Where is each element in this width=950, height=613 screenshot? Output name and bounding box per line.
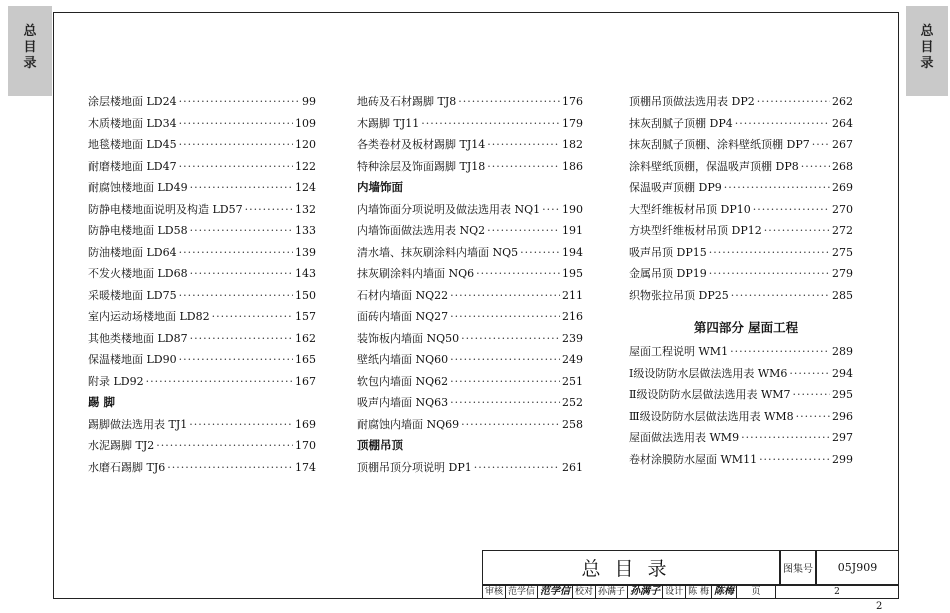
toc-entry-title: 屋面做法选用表 WM9: [629, 431, 740, 444]
toc-entry-title: 地毯楼地面 LD45: [88, 138, 177, 151]
leader-dots: [476, 263, 560, 285]
toc-entry: [629, 242, 853, 264]
toc-entry-page: 239: [562, 331, 583, 345]
leader-dots: [179, 91, 300, 113]
role-label: 设计: [663, 586, 686, 598]
toc-entry-title: 面砖内墙面 NQ27: [357, 310, 449, 323]
toc-entry-title: 木质楼地面 LD34: [88, 116, 177, 130]
leader-dots: [812, 134, 830, 156]
leader-dots: [542, 199, 560, 221]
toc-entry: [88, 156, 316, 178]
leader-dots: [709, 242, 830, 264]
toc-entry-page: 261: [562, 460, 583, 474]
toc-entry: [357, 156, 583, 178]
leader-dots: [520, 242, 560, 264]
toc-entry-page: 268: [832, 159, 853, 173]
signature: 陈梅: [712, 586, 737, 598]
toc-entry-title: 屋面工程说明 WM1: [629, 345, 729, 358]
toc-entry-title: 耐磨楼地面 LD47: [88, 159, 177, 173]
toc-entry-page: 267: [832, 138, 853, 151]
toc-entry-title: 防油楼地面 LD64: [88, 245, 177, 259]
leader-dots: [789, 363, 830, 385]
toc-entry: [88, 414, 316, 436]
role-name: 陈 梅: [686, 586, 712, 598]
toc-entry: [629, 91, 853, 113]
leader-dots: [461, 414, 560, 436]
leader-dots: [709, 263, 830, 285]
toc-entry: [629, 341, 853, 363]
toc-entry-page: 139: [295, 245, 316, 259]
toc-entry-page: 269: [832, 181, 853, 194]
toc-entry-page: 165: [295, 353, 316, 366]
leader-dots: [450, 349, 560, 371]
toc-entry-page: 179: [562, 116, 583, 130]
toc-entry-page: 216: [562, 310, 583, 323]
leader-dots: [796, 406, 830, 428]
leader-dots: [179, 134, 293, 156]
sheet-number: 2: [876, 601, 883, 612]
toc-entry-title: 木踢脚 TJ11: [357, 116, 420, 130]
toc-entry-page: 252: [562, 396, 583, 409]
leader-dots: [757, 91, 830, 113]
leader-dots: [735, 113, 830, 135]
leader-dots: [450, 285, 560, 307]
toc-entry: [357, 457, 583, 479]
toc-entry-page: 258: [562, 417, 583, 431]
signature-row: [482, 585, 899, 599]
toc-column-3: [629, 91, 853, 470]
toc-entry-page: 191: [562, 224, 583, 237]
section-tab-label: 总目录: [920, 24, 934, 71]
toc-entry-title: 附录 LD92: [88, 374, 144, 388]
toc-entry-page: 272: [832, 224, 853, 237]
leader-dots: [245, 199, 293, 221]
toc-entry-page: 294: [832, 366, 853, 380]
leader-dots: [450, 392, 560, 414]
toc-entry: [629, 384, 853, 406]
leader-dots: [461, 328, 560, 350]
toc-entry: [629, 134, 853, 156]
leader-dots: [801, 156, 830, 178]
section-tab-right: [906, 6, 948, 96]
leader-dots: [421, 113, 560, 135]
toc-entry: [357, 263, 583, 285]
toc-entry: [88, 177, 316, 199]
toc-entry-page: 296: [832, 409, 853, 423]
toc-entry-title: 踢脚做法选用表 TJ1: [88, 417, 188, 431]
leader-dots: [741, 427, 830, 449]
toc-entry: [88, 134, 316, 156]
toc-entry-title: 耐腐蚀楼地面 LD49: [88, 181, 188, 194]
toc-entry-title: 吸声内墙面 NQ63: [357, 396, 449, 409]
leader-dots: [179, 285, 293, 307]
toc-entry-page: 120: [295, 138, 316, 151]
toc-entry-title: 金属吊顶 DP19: [629, 267, 707, 280]
leader-dots: [179, 113, 293, 135]
toc-entry: [357, 285, 583, 307]
toc-entry-title: 抹灰刮腻子顶棚、涂料壁纸顶棚 DP7: [629, 138, 810, 151]
toc-entry-page: 99: [302, 95, 316, 108]
leader-dots: [190, 177, 293, 199]
leader-dots: [179, 349, 293, 371]
section-heading: 内墙饰面: [357, 180, 403, 194]
toc-entry: [629, 363, 853, 385]
leader-dots: [793, 384, 830, 406]
leader-dots: [730, 341, 830, 363]
section-heading: 踢 脚: [88, 395, 116, 409]
leader-dots: [212, 306, 293, 328]
toc-entry: [88, 242, 316, 264]
toc-entry-title: 耐腐蚀内墙面 NQ69: [357, 417, 460, 431]
toc-entry-title: 装饰板内墙面 NQ50: [357, 331, 460, 345]
leader-dots: [458, 91, 560, 113]
role-label: 审核: [483, 586, 506, 598]
toc-entry: [88, 220, 316, 242]
toc-entry: [629, 199, 853, 221]
toc-entry: [357, 220, 583, 242]
role-label: 校对: [573, 586, 596, 598]
toc-entry-title: 水磨石踢脚 TJ6: [88, 460, 166, 474]
toc-entry-page: 143: [295, 267, 316, 280]
signature: 孙满子: [628, 586, 663, 598]
toc-entry: [629, 406, 853, 428]
toc-entry-page: 275: [832, 245, 853, 259]
role-name: 孙满子: [596, 586, 628, 598]
toc-entry-page: 170: [295, 439, 316, 452]
toc-entry: [629, 177, 853, 199]
toc-entry-title: 防静电楼地面 LD58: [88, 224, 188, 237]
toc-column-1: [88, 91, 316, 478]
toc-entry: [629, 427, 853, 449]
toc-entry: [629, 449, 853, 471]
toc-entry: [357, 371, 583, 393]
toc-entry-title: Ⅱ级设防防水层做法选用表 WM7: [629, 388, 791, 401]
toc-entry-title: 地砖及石材踢脚 TJ8: [357, 95, 457, 108]
toc-entry-page: 124: [295, 181, 316, 194]
toc-entry-page: 122: [295, 159, 316, 173]
toc-entry-page: 270: [832, 202, 853, 216]
page-label: 页: [737, 586, 776, 598]
toc-entry-title: 抹灰刮腻子顶棚 DP4: [629, 116, 733, 130]
toc-entry-page: 297: [832, 431, 853, 444]
toc-entry-title: 保温楼地面 LD90: [88, 353, 177, 366]
toc-entry: [629, 113, 853, 135]
toc-entry: [88, 371, 316, 393]
leader-dots: [190, 263, 293, 285]
sheet-title: 总目录: [482, 550, 780, 585]
toc-entry-page: 169: [295, 417, 316, 431]
toc-entry-page: 285: [832, 288, 853, 302]
leader-dots: [450, 371, 560, 393]
part-heading: 第四部分 屋面工程: [693, 320, 799, 335]
toc-entry-page: 194: [562, 245, 583, 259]
toc-entry-page: 299: [832, 452, 853, 466]
toc-entry-page: 251: [562, 374, 583, 388]
toc-entry-page: 176: [562, 95, 583, 108]
toc-entry-title: 织物张拉吊顶 DP25: [629, 288, 729, 302]
toc-entry-title: Ⅰ级设防防水层做法选用表 WM6: [629, 366, 788, 380]
toc-entry-title: 室内运动场楼地面 LD82: [88, 310, 210, 323]
toc-entry-title: 各类卷材及板材踢脚 TJ14: [357, 138, 486, 151]
toc-entry-page: 289: [832, 345, 853, 358]
toc-entry-title: 石材内墙面 NQ22: [357, 288, 449, 302]
leader-dots: [190, 328, 293, 350]
toc-entry-title: 水泥踢脚 TJ2: [88, 439, 155, 452]
toc-entry-title: 保温吸声顶棚 DP9: [629, 181, 722, 194]
toc-entry-page: 157: [295, 310, 316, 323]
toc-entry-title: 防静电楼地面说明及构造 LD57: [88, 202, 243, 216]
toc-entry: [357, 392, 583, 414]
toc-entry-title: 顶棚吊顶做法选用表 DP2: [629, 95, 755, 108]
leader-dots: [179, 156, 293, 178]
toc-entry-page: 249: [562, 353, 583, 366]
toc-entry: [88, 349, 316, 371]
toc-entry-page: 182: [562, 138, 583, 151]
leader-dots: [487, 134, 560, 156]
toc-entry: [88, 91, 316, 113]
toc-entry-title: 壁纸内墙面 NQ60: [357, 353, 449, 366]
leader-dots: [764, 220, 830, 242]
leader-dots: [156, 435, 293, 457]
leader-dots: [487, 220, 560, 242]
toc-entry: [88, 306, 316, 328]
toc-entry-title: 顶棚吊顶分项说明 DP1: [357, 460, 472, 474]
section-tab-label: 总目录: [23, 24, 37, 71]
leader-dots: [167, 457, 293, 479]
toc-entry: [88, 328, 316, 350]
toc-entry: [88, 199, 316, 221]
toc-entry-page: 279: [832, 267, 853, 280]
toc-entry-page: 264: [832, 116, 853, 130]
toc-entry-title: 特种涂层及饰面踢脚 TJ18: [357, 159, 486, 173]
toc-entry-title: Ⅲ级设防防水层做法选用表 WM8: [629, 409, 794, 423]
toc-entry: [88, 285, 316, 307]
toc-entry-title: 采暖楼地面 LD75: [88, 288, 177, 302]
leader-dots: [189, 414, 293, 436]
toc-entry-title: 涂层楼地面 LD24: [88, 95, 177, 108]
toc-entry-page: 186: [562, 159, 583, 173]
section-tab-left: [8, 6, 52, 96]
leader-dots: [474, 457, 560, 479]
toc-entry-page: 132: [295, 202, 316, 216]
title-block: [482, 550, 899, 599]
toc-entry: [357, 328, 583, 350]
toc-entry: [88, 435, 316, 457]
toc-entry-title: 涂料壁纸顶棚，保温吸声顶棚 DP8: [629, 159, 799, 173]
toc-entry-page: 262: [832, 95, 853, 108]
signature: 范学信: [538, 586, 573, 598]
toc-entry-page: 174: [295, 460, 316, 474]
toc-entry-page: 150: [295, 288, 316, 302]
toc-entry-title: 软包内墙面 NQ62: [357, 374, 449, 388]
toc-entry: [357, 113, 583, 135]
toc-entry-title: 内墙饰面做法选用表 NQ2: [357, 224, 486, 237]
leader-dots: [146, 371, 293, 393]
atlas-label: 图集号: [780, 550, 816, 585]
toc-entry: [629, 220, 853, 242]
toc-entry-title: 大型纤维板材吊顶 DP10: [629, 202, 751, 216]
toc-entry-page: 211: [562, 288, 583, 302]
atlas-number: 05J909: [816, 550, 899, 585]
toc-entry-page: 109: [295, 116, 316, 130]
toc-entry: [88, 263, 316, 285]
toc-entry-title: 方块型纤维板材吊顶 DP12: [629, 224, 762, 237]
toc-entry-title: 抹灰刷涂料内墙面 NQ6: [357, 267, 475, 280]
leader-dots: [753, 199, 830, 221]
toc-entry: [357, 199, 583, 221]
leader-dots: [731, 285, 830, 307]
toc-column-2: [357, 91, 583, 478]
leader-dots: [724, 177, 830, 199]
toc-entry: [629, 263, 853, 285]
toc-entry: [357, 91, 583, 113]
leader-dots: [759, 449, 830, 471]
toc-entry-title: 不发火楼地面 LD68: [88, 267, 188, 280]
toc-entry-page: 195: [562, 267, 583, 280]
toc-entry-title: 清水墙、抹灰刷涂料内墙面 NQ5: [357, 245, 519, 259]
toc-entry-title: 内墙饰面分项说明及做法选用表 NQ1: [357, 202, 541, 216]
toc-entry-page: 190: [562, 202, 583, 216]
leader-dots: [190, 220, 293, 242]
toc-entry: [629, 285, 853, 307]
toc-entry: [357, 414, 583, 436]
section-heading: 顶棚吊顶: [357, 438, 403, 452]
page-number: 2: [834, 587, 840, 597]
toc-entry: [629, 156, 853, 178]
toc-entry: [357, 349, 583, 371]
toc-entry-page: 162: [295, 331, 316, 345]
toc-entry-title: 卷材涂膜防水屋面 WM11: [629, 452, 758, 466]
toc-entry-page: 295: [832, 388, 853, 401]
toc-entry: [357, 134, 583, 156]
toc-entry-title: 吸声吊顶 DP15: [629, 245, 707, 259]
leader-dots: [450, 306, 560, 328]
toc-entry-page: 167: [295, 374, 316, 388]
leader-dots: [487, 156, 560, 178]
toc-entry-page: 133: [295, 224, 316, 237]
toc-entry-title: 其他类楼地面 LD87: [88, 331, 188, 345]
toc-entry: [357, 242, 583, 264]
role-name: 范学信: [506, 586, 538, 598]
leader-dots: [179, 242, 293, 264]
toc-entry: [357, 306, 583, 328]
toc-entry: [88, 113, 316, 135]
toc-entry: [88, 457, 316, 479]
